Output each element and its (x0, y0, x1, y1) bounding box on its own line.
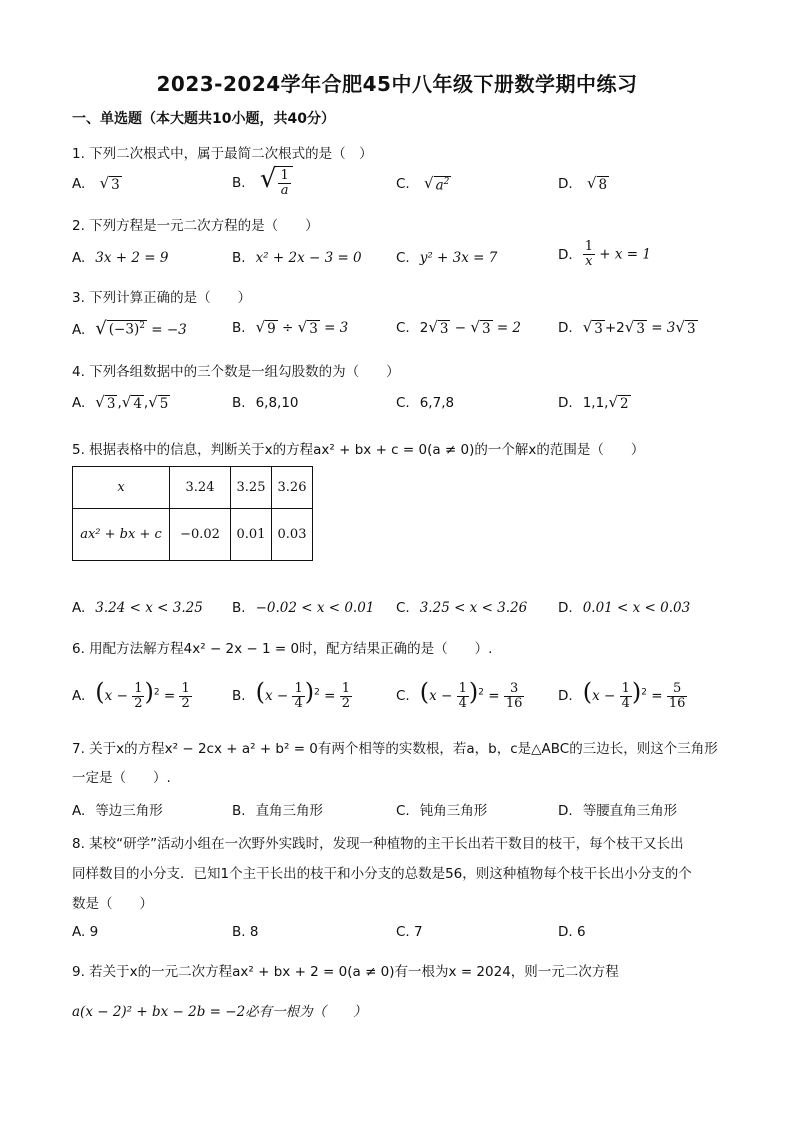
q2-option-d: D. $\frac{1}{x}$ + x = 1 (558, 239, 651, 269)
question-5: 5. 根据表格中的信息，判断关于x的方程ax² + bx + c = 0(a ≠ 0)的一个解x的范围是（ ） (72, 442, 645, 458)
q8-option-a: A. 9 (72, 924, 99, 940)
q5-option-b: B. −0.02 < x < 0.01 (232, 600, 375, 616)
q5-option-a: A. 3.24 < x < 3.25 (72, 600, 203, 616)
q2-option-b: B. x² + 2x − 3 = 0 (232, 250, 362, 266)
q4-option-d: D. 1,1, √ 2 (558, 393, 629, 412)
question-2: 2. 下列方程是一元二次方程的是（ ） (72, 218, 319, 234)
question-8-line2: 同样数目的小分支．已知1个主干长出的枝干和小分支的总数是56，则这种植物每个枝干长出小分支的个 (72, 866, 692, 882)
q8-option-c: C. 7 (396, 924, 423, 940)
question-9: 9. 若关于x的一元二次方程ax² + bx + 2 = 0(a ≠ 0)有一根为x = 2024，则一元二次方程 (72, 964, 619, 980)
question-7: 7. 关于x的方程x² − 2cx + a² + b² = 0有两个相等的实数根，若a，b，c是△ABC的三边长，则这个三角形 (72, 741, 718, 757)
question-9-line2: a(x − 2)² + bx − 2b = −2必有一根为（ ） (72, 1004, 367, 1020)
q2-option-c: C. y² + 3x = 7 (396, 250, 498, 266)
table-cell: 0.01 (231, 509, 272, 561)
q4-option-b: B. 6,8,10 (232, 395, 299, 411)
q8-option-d: D. 6 (558, 924, 586, 940)
table-cell: x (73, 467, 170, 509)
q5-option-d: D. 0.01 < x < 0.03 (558, 600, 691, 616)
question-8-line3: 数是（ ） (72, 896, 153, 912)
q1-option-c: C. √ $a^2$ (396, 174, 450, 194)
question-7-line2: 一定是（ ）. (72, 770, 171, 786)
q3-option-c: C. 2 √ 3 − √ 3 = 2 (396, 318, 522, 337)
q3-option-b: B. √ 9 ÷ √ 3 = 3 (232, 318, 349, 337)
q7-option-a: A. 等边三角形 (72, 803, 163, 819)
q6-option-a: A. (x − $\frac{1}{2}$ )$^2$ = $\frac{1}{2}$ (72, 678, 190, 711)
q7-option-c: C. 钝角三角形 (396, 803, 488, 819)
q5-option-c: C. 3.25 < x < 3.26 (396, 600, 528, 616)
question-3: 3. 下列计算正确的是（ ） (72, 290, 252, 306)
q3-option-a: A. √ $(-3)^2$ = −3 (72, 318, 187, 339)
question-8: 8. 某校“研学”活动小组在一次野外实践时，发现一种植物的主干长出若干数目的枝干，每个枝干又长出 (72, 836, 684, 852)
table-cell: 3.24 (170, 467, 231, 509)
data-table (72, 466, 313, 561)
section-heading: 一、单选题（本大题共10小题，共40分） (72, 111, 335, 127)
q1-option-d: D. √ 8 (558, 174, 608, 193)
q2-option-a: A. 3x + 2 = 9 (72, 250, 169, 266)
page-title: 2023-2024学年合肥45中八年级下册数学期中练习 (156, 72, 638, 96)
q4-option-a: A. √ 3 , √ 4 , √ 5 (72, 393, 169, 412)
question-4: 4. 下列各组数据中的三个数是一组勾股数的为（ ） (72, 364, 400, 380)
table-cell: 3.25 (231, 467, 272, 509)
table-cell: 0.03 (272, 509, 313, 561)
table-cell: 3.26 (272, 467, 313, 509)
q7-option-b: B. 直角三角形 (232, 803, 324, 819)
q1-option-b: B. √ $\frac{1}{a}$ (232, 166, 293, 198)
table-cell: −0.02 (170, 509, 231, 561)
q8-option-b: B. 8 (232, 924, 259, 940)
table-cell: ax² + bx + c (73, 509, 170, 561)
q6-option-c: C. (x − $\frac{1}{4}$ )$^2$ = $\frac{3}{16}$ (396, 678, 523, 711)
q6-option-b: B. (x − $\frac{1}{4}$ )$^2$ = $\frac{1}{2}$ (232, 678, 351, 711)
q3-option-d: D. √ 3 +2 √ 3 = 3 √ 3 (558, 318, 696, 337)
q4-option-c: C. 6,7,8 (396, 395, 455, 411)
question-1: 1. 下列二次根式中，属于最简二次根式的是（ ） (72, 146, 373, 162)
q1-option-a: A. √ 3 (72, 174, 120, 193)
q6-option-d: D. (x − $\frac{1}{4}$ )$^2$ = $\frac{5}{16}$ (558, 678, 686, 711)
question-6: 6. 用配方法解方程4x² − 2x − 1 = 0时，配方结果正确的是（ ）. (72, 641, 493, 657)
q7-option-d: D. 等腰直角三角形 (558, 803, 678, 819)
